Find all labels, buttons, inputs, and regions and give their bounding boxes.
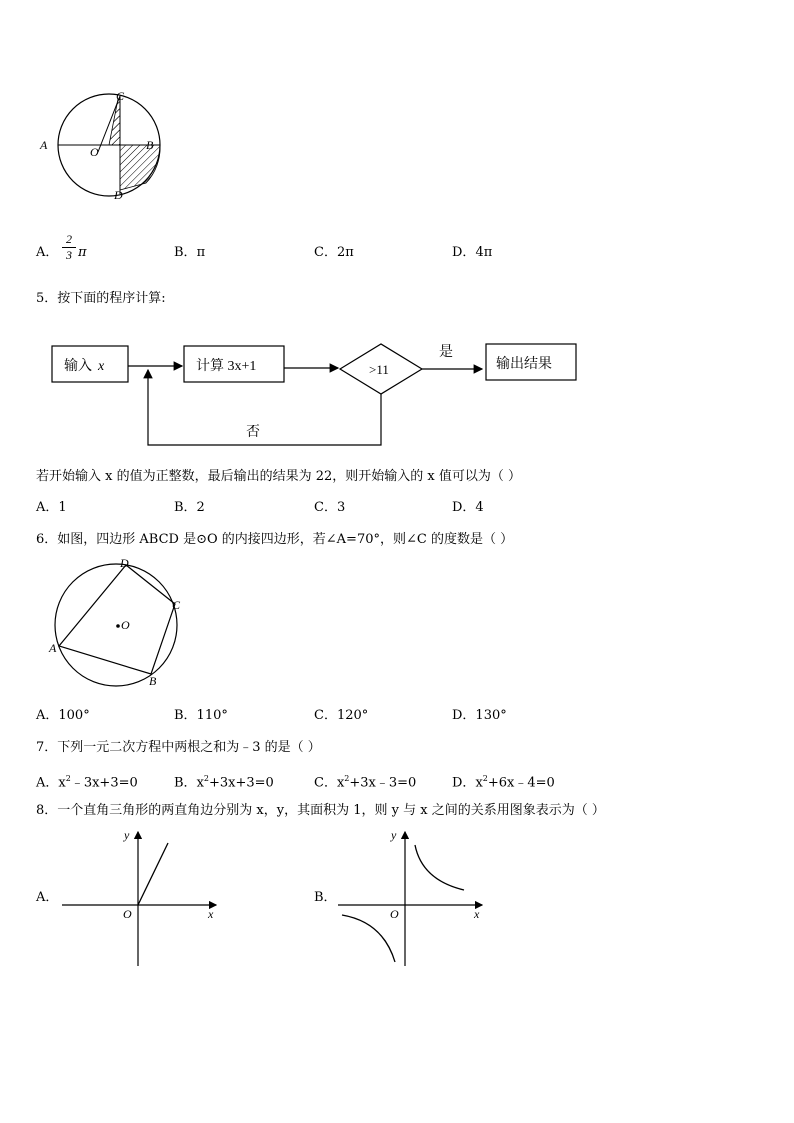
q4-option-c: C．2π — [314, 245, 354, 260]
q5-option-c: C．3 — [314, 500, 346, 515]
q6-quadrilateral — [59, 565, 175, 674]
graph-b-origin-label: O — [390, 907, 399, 921]
q6-label-a: A — [49, 641, 57, 655]
flow-input-var: x — [98, 359, 105, 374]
graph-a-x-label: x — [208, 907, 214, 921]
graph-b-x-label: x — [474, 907, 480, 921]
graph-b-y-label: y — [391, 828, 397, 842]
q6-label-o: O — [121, 618, 130, 632]
frac-denominator: 3 — [66, 248, 72, 262]
q6-option-c: C．120° — [314, 708, 369, 723]
q5-stem: 若开始输入 x 的值为正整数，最后输出的结果为 22，则开始输入的 x 值可以为（ ） — [36, 469, 521, 484]
q4-label-a: A — [40, 138, 48, 152]
q6-label-c: C — [172, 598, 181, 612]
q4-label-o: O — [90, 145, 99, 159]
graph-a-line — [138, 843, 168, 905]
q4-circle-figure — [36, 86, 176, 206]
q4-shade-lower — [120, 145, 160, 190]
graph-b-curve-q1 — [415, 845, 464, 890]
q6-circle-figure — [40, 554, 200, 694]
q6-option-d: D．130° — [452, 708, 507, 723]
q7-title: 7．下列一元二次方程中两根之和为﹣3 的是（ ） — [36, 740, 321, 755]
q5-option-b: B．2 — [174, 500, 205, 515]
flow-no-label: 否 — [246, 425, 260, 440]
q5-flowchart — [40, 330, 600, 450]
flow-yes-label: 是 — [439, 345, 453, 360]
q8-option-b-label: B． — [314, 890, 337, 905]
q5-option-a: A．1 — [36, 500, 67, 515]
q5-title: 5．按下面的程序计算: — [36, 291, 166, 306]
graph-a-y-label: y — [124, 828, 130, 842]
q5-option-d: D．4 — [452, 500, 484, 515]
q4-option-a-pi: π — [78, 245, 87, 260]
q4-option-a-fraction — [62, 233, 76, 262]
q6-label-d: D — [120, 556, 129, 570]
flow-calc-text: 计算 3x+1 — [196, 359, 257, 374]
graph-a-origin-label: O — [123, 907, 132, 921]
q6-circle — [55, 564, 177, 686]
q8-title: 8．一个直角三角形的两直角边分别为 x，y，其面积为 1，则 y 与 x 之间的关系用图象表示为（ ） — [36, 803, 605, 818]
q4-label-d: D — [114, 188, 123, 202]
q4-option-a-label: A． — [36, 245, 59, 260]
q7-option-d: D．$x^2+6x﹣4=0$ — [452, 774, 555, 791]
flow-output-text: 输出结果 — [496, 357, 552, 372]
q8-option-a-label: A． — [36, 890, 59, 905]
frac-numerator: 2 — [66, 232, 72, 246]
q6-title: 6．如图，四边形 ABCD 是⊙O 的内接四边形，若∠A=70°，则∠C 的度数是（ ） — [36, 532, 514, 547]
q4-label-c: C — [116, 89, 125, 103]
q7-option-c: C．$x^2+3x﹣3=0$ — [314, 774, 417, 791]
q6-option-a: A．100° — [36, 708, 90, 723]
flow-input-text: 输入 — [64, 359, 92, 374]
q6-center-dot — [116, 624, 120, 628]
q6-option-b: B．110° — [174, 708, 228, 723]
flow-condition-text: >11 — [369, 362, 389, 377]
q4-option-d: D．4π — [452, 245, 493, 260]
q8-graph-b — [336, 826, 496, 971]
q4-label-b: B — [146, 138, 154, 152]
q8-graph-a — [60, 826, 230, 971]
q6-label-b: B — [149, 674, 157, 688]
q4-option-b: B．π — [174, 245, 206, 260]
q7-option-b: B．$x^2+3x+3=0$ — [174, 774, 274, 791]
graph-b-curve-q3 — [342, 915, 395, 962]
q7-option-a: A．$x^2﹣3x+3=0$ — [36, 774, 138, 791]
